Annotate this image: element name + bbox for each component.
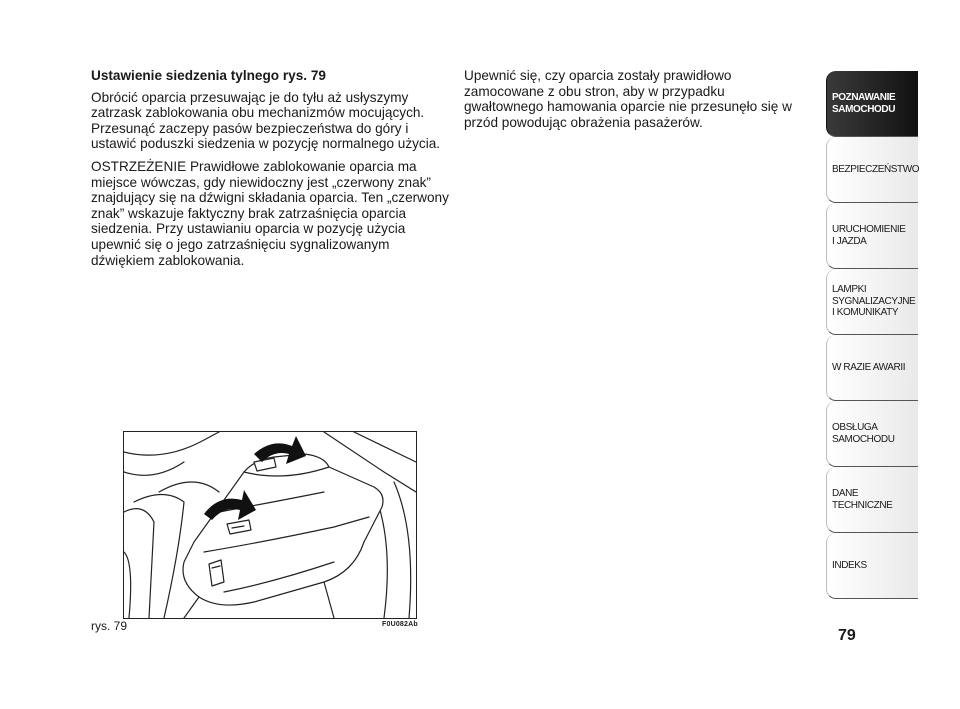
tab-w-razie-awarii[interactable]: [826, 335, 918, 401]
tab-label: POZNAWANIE SAMOCHODU: [832, 92, 896, 115]
tab-obsluga-samochodu[interactable]: [826, 401, 918, 467]
tab-label: BEZPIECZEŃSTWO: [832, 163, 920, 175]
tab-uruchomienie-i-jazda[interactable]: [826, 203, 918, 269]
figure-caption: rys. 79: [91, 619, 128, 633]
chapter-tabs: [826, 71, 918, 599]
figure-code: F0U082Ab: [382, 621, 418, 628]
section-heading: Ustawienie siedzenia tylnego rys. 79: [91, 68, 326, 83]
tab-label: INDEKS: [832, 559, 867, 571]
tab-poznawanie-samochodu[interactable]: [826, 71, 918, 137]
tab-lampki-sygnalizacyjne[interactable]: [826, 269, 918, 335]
tab-label: OBSŁUGA SAMOCHODU: [832, 422, 895, 445]
tab-label: URUCHOMIENIE I JAZDA: [832, 224, 906, 247]
tab-label: DANE TECHNICZNE: [832, 488, 893, 511]
left-text-column: [91, 68, 449, 275]
safety-paragraph: Upewnić się, czy oparcia zostały prawidłowo zamocowane z obu stron, aby w przypadku gwałtownego hamowania oparcie nie przesunęło się w przód powodując obrażenia pasażerów.: [464, 68, 792, 130]
tab-label: W RAZIE AWARII: [832, 361, 906, 373]
page-number: 79: [838, 627, 856, 644]
instruction-paragraph: Obrócić oparcia przesuwając je do tyłu aż usłyszymy zatrzask zablokowania obu mechanizmów mocujących. Przesunąć zaczepy pasów bezpieczeństwa do góry i ustawić poduszki siedzenia w pozycję normalnego użycia.: [91, 89, 441, 152]
warning-paragraph: OSTRZEŻENIE Prawidłowe zablokowanie oparcia ma miejsce wówczas, gdy niewidoczny jest „czerwony znak” znajdujący się na dźwigni składania oparcia. Ten „czerwony znak” wskazuje faktyczny brak zatrzaśnięcia oparcia siedzenia. Przy ustawianiu oparcia w pozycję użycia upewnić się o jego zatrzaśnięciu sygnalizowanym dźwiękiem zablokowania.: [91, 158, 449, 268]
seat-drawing: [124, 432, 416, 618]
right-text-column: [464, 68, 794, 130]
tab-indeks[interactable]: [826, 533, 918, 599]
tab-label: LAMPKI SYGNALIZACYJNE I KOMUNIKATY: [832, 284, 916, 319]
seat-illustration: [123, 431, 417, 619]
tab-bezpieczenstwo[interactable]: [826, 137, 918, 203]
tab-dane-techniczne[interactable]: [826, 467, 918, 533]
